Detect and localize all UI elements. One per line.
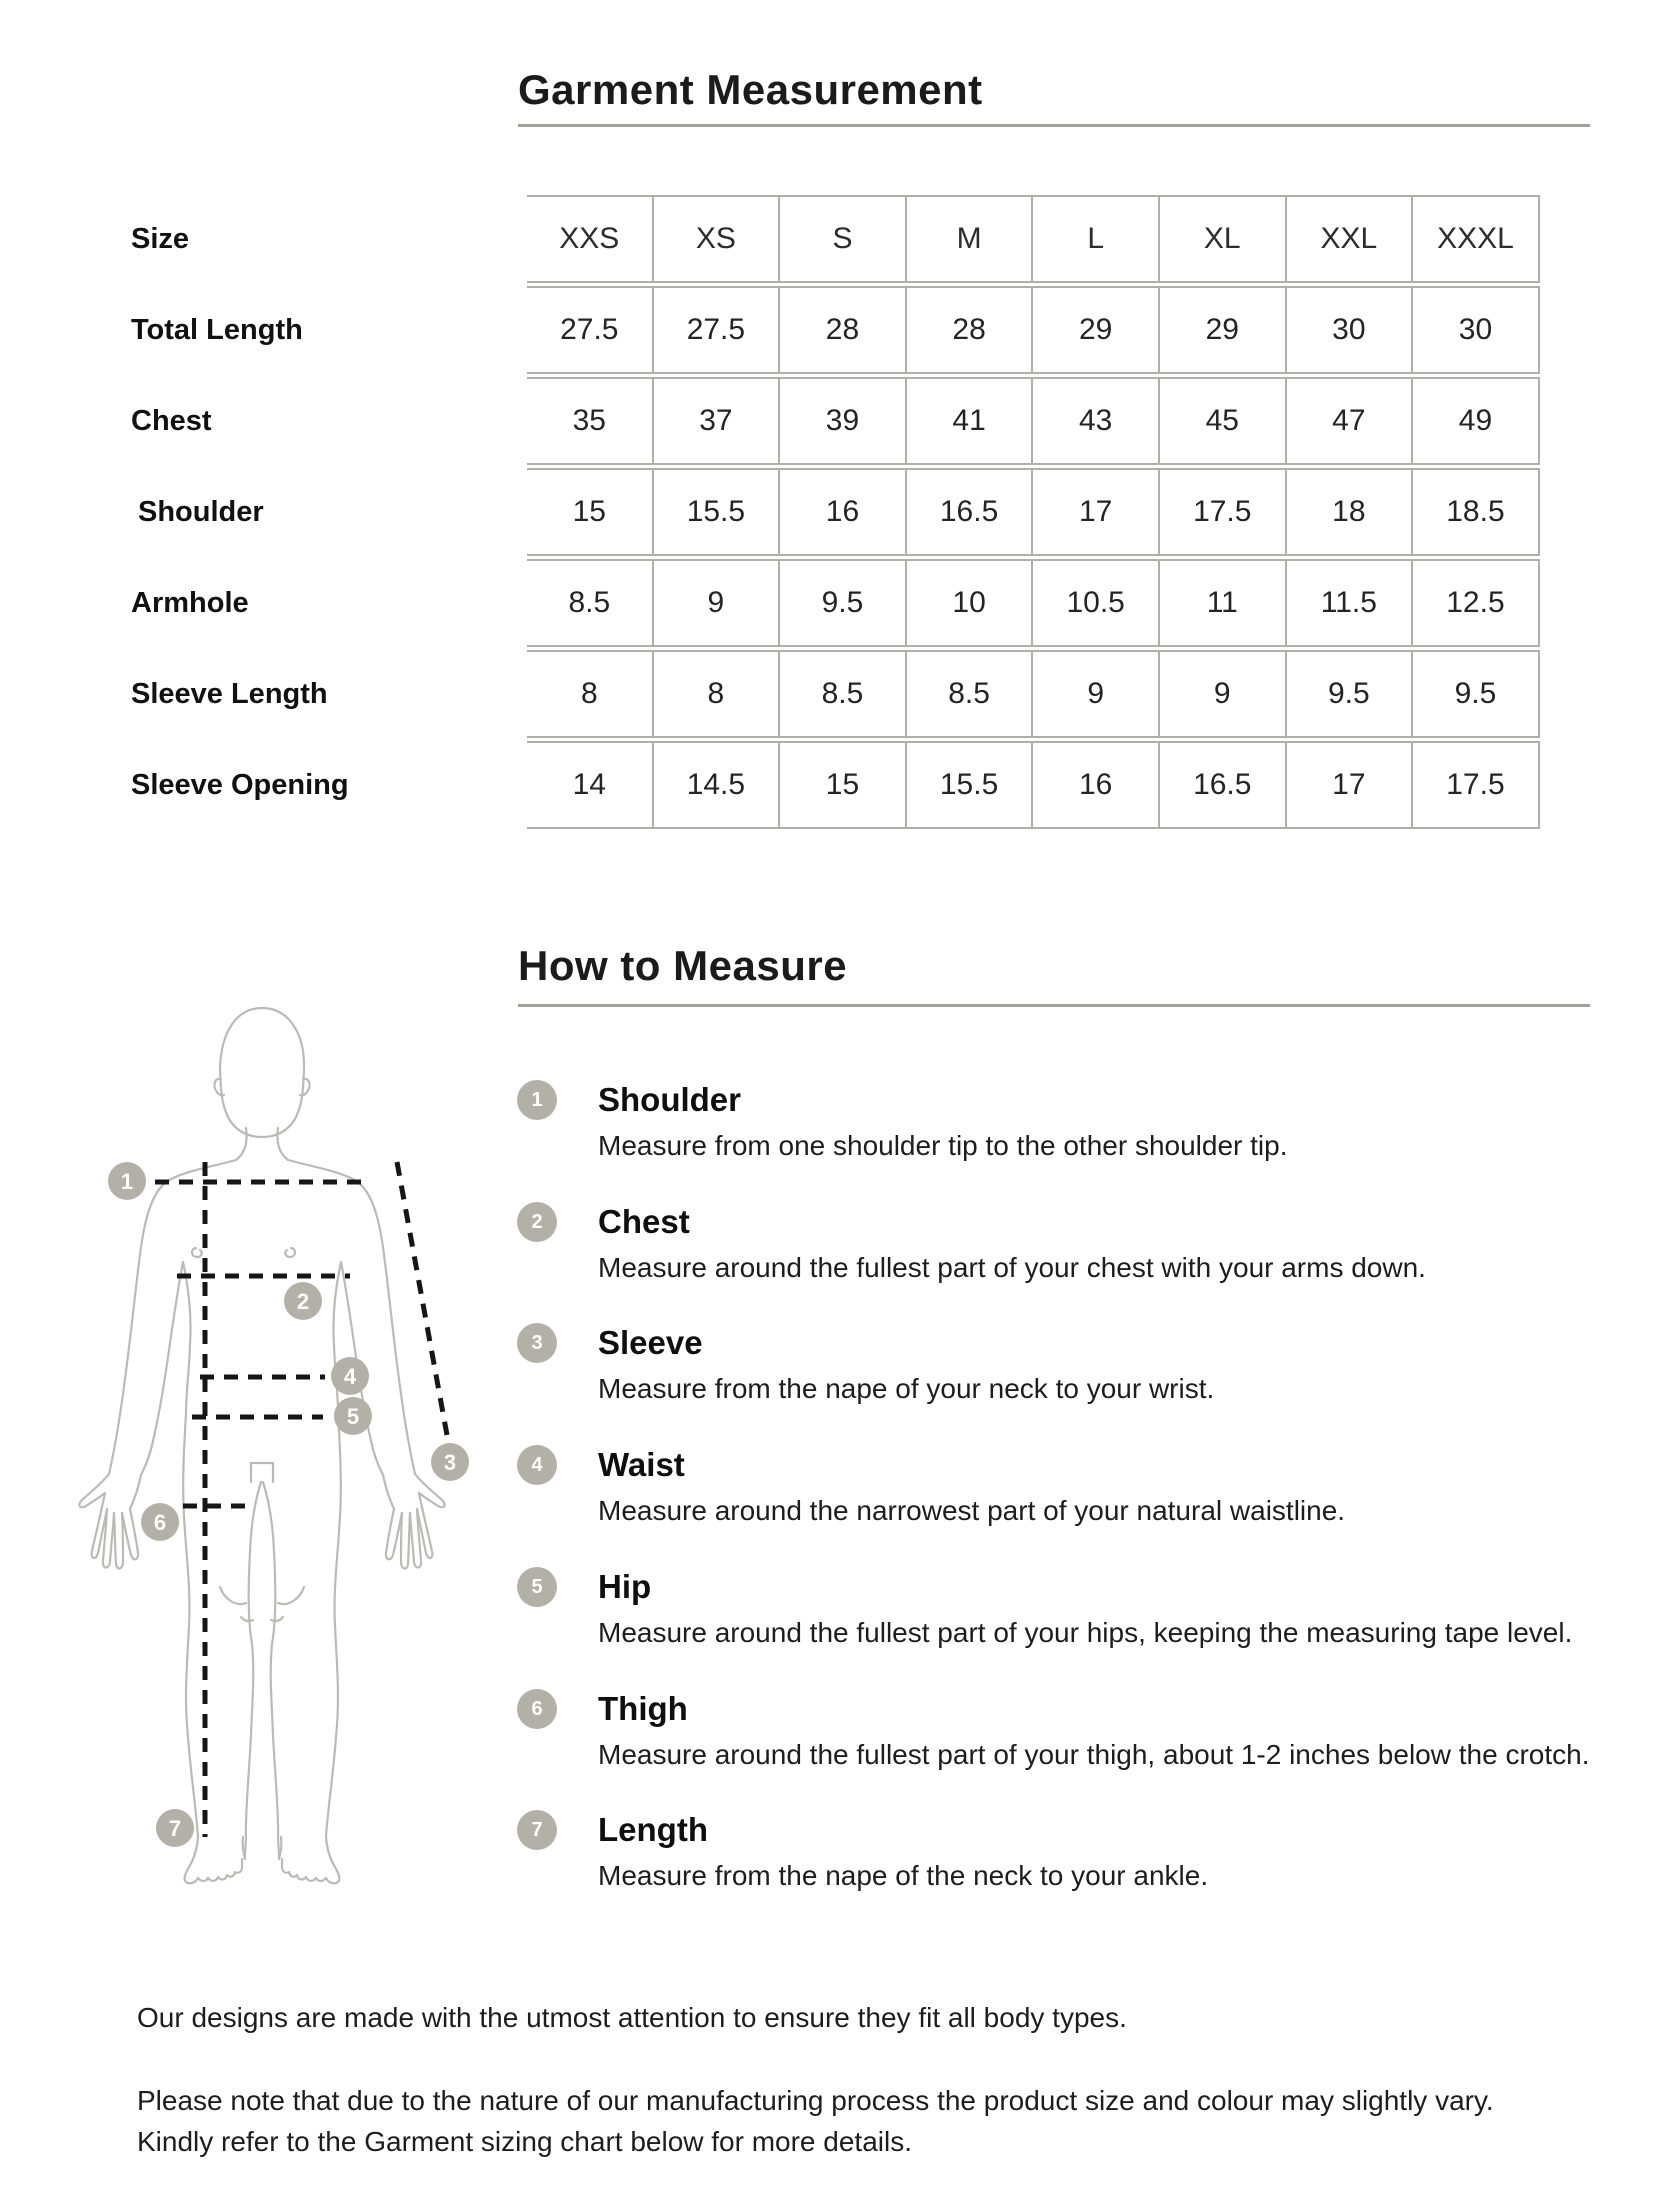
- step-number-badge: 4: [517, 1445, 557, 1485]
- garment-measurement-table: [131, 195, 1541, 832]
- measurement-cell: 16: [1033, 741, 1160, 829]
- figure-head: [220, 1008, 304, 1137]
- measurement-cell: 9.5: [1287, 650, 1414, 738]
- measurement-cell: 9: [1033, 650, 1160, 738]
- table-row-sleeve-opening: [131, 741, 1541, 829]
- svg-text:4: 4: [343, 1364, 357, 1389]
- step-title: Waist: [598, 1446, 685, 1483]
- measurement-cell: 9.5: [1413, 650, 1540, 738]
- marker-6: [141, 1503, 179, 1541]
- step-description: Measure around the fullest part of your hips, keeping the measuring tape level.: [598, 1617, 1573, 1648]
- marker-2: [284, 1282, 322, 1320]
- size-header-cell: XXL: [1287, 195, 1414, 283]
- figure-right-torso-leg: [326, 1262, 341, 1837]
- measurement-cell: 10.5: [1033, 559, 1160, 647]
- measurement-cell: 8: [527, 650, 654, 738]
- figure-left-torso-leg: [183, 1262, 198, 1837]
- measurement-cell: 30: [1413, 286, 1540, 374]
- step-number-badge: 1: [517, 1080, 557, 1120]
- step-description: Measure around the fullest part of your chest with your arms down.: [598, 1252, 1426, 1283]
- title-underline: [518, 124, 1590, 127]
- table-row-chest: [131, 377, 1541, 465]
- measurement-cell: 9: [654, 559, 781, 647]
- step-number-badge: 3: [517, 1323, 557, 1363]
- size-header-cell: XS: [654, 195, 781, 283]
- row-label: Total Length: [131, 313, 303, 346]
- measurement-cell: 9.5: [780, 559, 907, 647]
- step-title: Sleeve: [598, 1324, 703, 1361]
- step-description: Measure around the narrowest part of your natural waistline.: [598, 1495, 1346, 1526]
- table-row-armhole: [131, 559, 1541, 647]
- step-number-badge: 2: [517, 1202, 557, 1242]
- marker-7: [156, 1809, 194, 1847]
- svg-text:6: 6: [153, 1510, 167, 1535]
- measurement-cell: 11: [1160, 559, 1287, 647]
- measurement-cell: 43: [1033, 377, 1160, 465]
- row-label: Shoulder: [138, 495, 264, 528]
- measurement-cell: 14: [527, 741, 654, 829]
- measurement-cell: 11.5: [1287, 559, 1414, 647]
- row-label: Sleeve Length: [131, 677, 328, 710]
- table-row-total-length: [131, 286, 1541, 374]
- measurement-cell: 9: [1160, 650, 1287, 738]
- step-title: Length: [598, 1811, 708, 1848]
- howto-underline: [518, 1004, 1590, 1007]
- howto-item-sleeve: [517, 1323, 1617, 1406]
- size-header-cell: XXS: [527, 195, 654, 283]
- measurement-cell: 29: [1033, 286, 1160, 374]
- table-row-shoulder: [131, 468, 1541, 556]
- footer-note-variance: Please note that due to the nature of our manufacturing process the product size and colour may slightly vary.: [137, 2085, 1494, 2116]
- table-row-sleeve-length: [131, 650, 1541, 738]
- step-title: Hip: [598, 1568, 652, 1605]
- measurement-cell: 37: [654, 377, 781, 465]
- measurement-cell: 17: [1287, 741, 1414, 829]
- measurement-cell: 15.5: [654, 468, 781, 556]
- howto-item-shoulder: [517, 1080, 1617, 1163]
- size-header-cell: L: [1033, 195, 1160, 283]
- row-label: Sleeve Opening: [131, 768, 349, 801]
- measurement-cell: 16.5: [907, 468, 1034, 556]
- measurement-cell: 27.5: [654, 286, 781, 374]
- measurement-cell: 8.5: [780, 650, 907, 738]
- size-header-cell: XXXL: [1413, 195, 1540, 283]
- marker-1: [108, 1162, 146, 1200]
- measurement-cell: 14.5: [654, 741, 781, 829]
- step-title: Chest: [598, 1203, 690, 1240]
- step-description: Measure from the nape of the neck to your ankle.: [598, 1860, 1209, 1891]
- svg-text:5: 5: [346, 1404, 360, 1429]
- measurement-cell: 28: [907, 286, 1034, 374]
- measurement-cell: 12.5: [1413, 559, 1540, 647]
- howto-item-chest: [517, 1202, 1617, 1285]
- howto-item-hip: [517, 1567, 1617, 1650]
- page-title: Garment Measurement: [518, 66, 983, 113]
- svg-text:2: 2: [296, 1289, 310, 1314]
- step-description: Measure from the nape of your neck to your wrist.: [598, 1373, 1215, 1404]
- body-measurement-diagram: [55, 985, 485, 1905]
- measurement-cell: 47: [1287, 377, 1414, 465]
- measurement-cell: 35: [527, 377, 654, 465]
- measurement-cell: 8.5: [527, 559, 654, 647]
- marker-4: [331, 1357, 369, 1395]
- measurement-cell: 27.5: [527, 286, 654, 374]
- svg-text:3: 3: [443, 1450, 457, 1475]
- sleeve-measure-line: [397, 1162, 447, 1435]
- row-label: Armhole: [131, 586, 249, 619]
- measurement-cell: 18.5: [1413, 468, 1540, 556]
- measurement-cell: 39: [780, 377, 907, 465]
- footer-note-refer: Kindly refer to the Garment sizing chart below for more details.: [137, 2126, 913, 2157]
- marker-5: [334, 1397, 372, 1435]
- howto-item-thigh: [517, 1689, 1617, 1772]
- step-number-badge: 6: [517, 1689, 557, 1729]
- svg-text:7: 7: [168, 1816, 182, 1841]
- size-header-cell: S: [780, 195, 907, 283]
- table-row-size: [131, 195, 1541, 283]
- footer-note-fit: Our designs are made with the utmost attention to ensure they fit all body types.: [137, 2002, 1127, 2033]
- measurement-cell: 15: [527, 468, 654, 556]
- measurement-cell: 49: [1413, 377, 1540, 465]
- measurement-cell: 15: [780, 741, 907, 829]
- measurement-cell: 15.5: [907, 741, 1034, 829]
- measurement-cell: 30: [1287, 286, 1414, 374]
- measurement-cell: 17.5: [1413, 741, 1540, 829]
- measurement-cell: 16.5: [1160, 741, 1287, 829]
- step-number-badge: 7: [517, 1810, 557, 1850]
- size-header-cell: XL: [1160, 195, 1287, 283]
- measurement-cell: 18: [1287, 468, 1414, 556]
- measurement-cell: 8.5: [907, 650, 1034, 738]
- howto-title: How to Measure: [518, 942, 848, 989]
- marker-3: [431, 1443, 469, 1481]
- measurement-cell: 10: [907, 559, 1034, 647]
- measurement-cell: 16: [780, 468, 907, 556]
- step-title: Thigh: [598, 1690, 688, 1727]
- measurement-cell: 28: [780, 286, 907, 374]
- measurement-cell: 17: [1033, 468, 1160, 556]
- measurement-cell: 41: [907, 377, 1034, 465]
- size-header-cell: M: [907, 195, 1034, 283]
- svg-text:1: 1: [120, 1169, 134, 1194]
- step-description: Measure around the fullest part of your thigh, about 1-2 inches below the crotch.: [598, 1739, 1590, 1770]
- measurement-cell: 8: [654, 650, 781, 738]
- step-number-badge: 5: [517, 1567, 557, 1607]
- row-label-size: Size: [131, 222, 190, 255]
- measurement-cell: 29: [1160, 286, 1287, 374]
- howto-item-length: [517, 1810, 1617, 1893]
- step-description: Measure from one shoulder tip to the other shoulder tip.: [598, 1130, 1288, 1161]
- measurement-cell: 17.5: [1160, 468, 1287, 556]
- howto-item-waist: [517, 1445, 1617, 1528]
- row-label: Chest: [131, 404, 212, 437]
- measurement-cell: 45: [1160, 377, 1287, 465]
- step-title: Shoulder: [598, 1081, 742, 1118]
